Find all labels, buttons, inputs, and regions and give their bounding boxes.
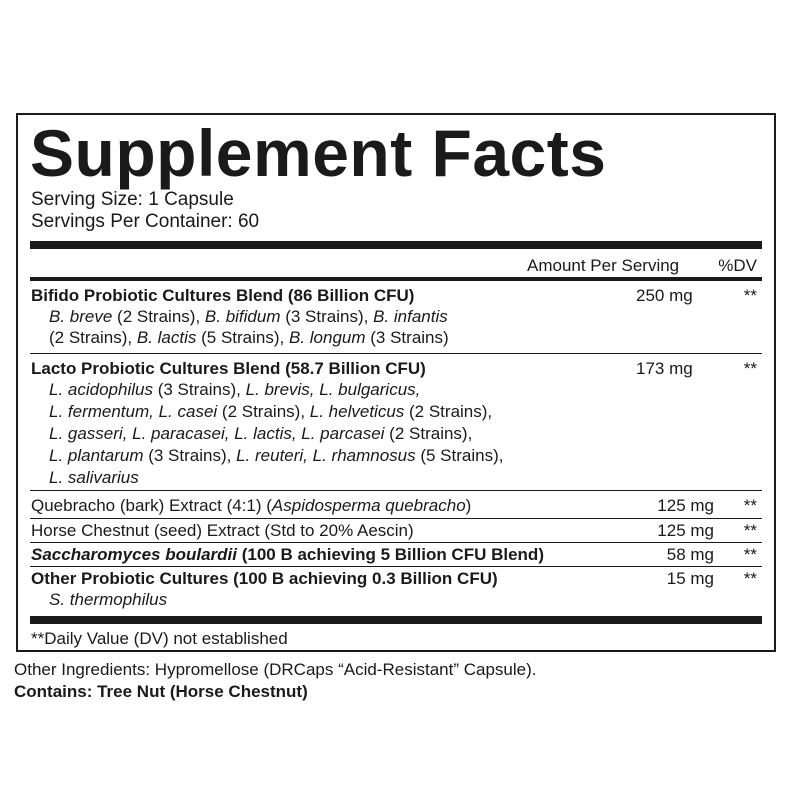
bifido-blend-name: Bifido Probiotic Cultures Blend (86 Billion CFU) (31, 286, 415, 305)
strain-count-text: (3 Strains), (152, 380, 246, 399)
saccharomyces-dv: ** (743, 545, 757, 564)
strain-species-name: L. reuteri, L. rhamnosus (236, 446, 416, 465)
other-cultures-strain: S. thermophilus (49, 590, 168, 609)
strain-species-name: L. salivarius (49, 468, 139, 487)
lacto-blend-name: Lacto Probiotic Cultures Blend (58.7 Billion CFU) (31, 359, 426, 378)
lacto-strains-line-1 (49, 379, 420, 400)
lacto-amount: 173 mg (636, 359, 693, 378)
dv-header: %DV (718, 256, 757, 275)
lacto-strains-line-2 (49, 401, 492, 422)
strain-count-text: (3 Strains) (365, 328, 449, 347)
strain-species-name: L. fermentum, L. casei (49, 402, 218, 421)
quebracho-latin-name: Aspidosperma quebracho (271, 496, 466, 515)
row-divider (30, 518, 762, 519)
row-divider (30, 566, 762, 567)
strain-count-text: (2 Strains), (217, 402, 310, 421)
allergen-contains: Contains: Tree Nut (Horse Chestnut) (14, 682, 308, 701)
strain-species-name: B. infantis (373, 307, 448, 326)
other-cultures-name: Other Probiotic Cultures (100 B achieving 0.3 Billion CFU) (31, 569, 498, 588)
horse-chestnut-extract-name: Horse Chestnut (seed) Extract (Std to 20% Aescin) (31, 521, 414, 540)
strain-count-text: (2 Strains), (384, 424, 473, 443)
quebracho-name-text: Quebracho (bark) Extract (4:1) ( (31, 496, 272, 515)
strain-count-text: (5 Strains), (415, 446, 504, 465)
strain-count-text: (3 Strains), (143, 446, 237, 465)
lacto-strains-line-4 (49, 445, 503, 466)
other-ingredients: Other Ingredients: Hypromellose (DRCaps “Acid-Resistant” Capsule). (14, 660, 537, 679)
other-cultures-amount: 15 mg (666, 569, 714, 588)
thick-divider-bottom (30, 616, 762, 624)
row-divider (30, 490, 762, 491)
strain-count-text: (2 Strains), (49, 328, 137, 347)
strain-species-name: L. plantarum (49, 446, 144, 465)
strain-count-text: (5 Strains), (196, 328, 289, 347)
amount-header: Amount Per Serving (527, 256, 680, 275)
horse-chestnut-amount: 125 mg (657, 521, 714, 540)
serving-size: Serving Size: 1 Capsule (31, 189, 234, 210)
lacto-strains-line-5 (49, 467, 139, 488)
servings-per-container: Servings Per Container: 60 (31, 211, 260, 232)
bifido-amount: 250 mg (636, 286, 693, 305)
saccharomyces-amount: 58 mg (666, 545, 714, 564)
horse-chestnut-dv: ** (743, 521, 757, 540)
strain-species-name: L. brevis, L. bulgaricus, (245, 380, 421, 399)
strain-species-name: L. acidophilus (49, 380, 153, 399)
saccharomyces-name (31, 544, 544, 565)
bifido-strains-line-2 (49, 327, 449, 348)
strain-species-name: B. lactis (136, 328, 197, 347)
bifido-dv: ** (743, 286, 757, 305)
supplement-facts-panel (16, 113, 776, 652)
quebracho-amount: 125 mg (657, 496, 714, 515)
saccharomyces-latin-name: Saccharomyces boulardii (31, 545, 237, 564)
strain-species-name: L. helveticus (309, 402, 405, 421)
strain-count-text: (2 Strains), (404, 402, 493, 421)
strain-count-text: (3 Strains), (280, 307, 374, 326)
quebracho-extract-name (31, 495, 471, 516)
strain-count-text: (2 Strains), (112, 307, 205, 326)
strain-species-name: B. longum (288, 328, 366, 347)
other-cultures-dv: ** (743, 569, 757, 588)
header-divider (30, 277, 762, 281)
strain-species-name: B. bifidum (204, 307, 281, 326)
daily-value-footnote: **Daily Value (DV) not established (31, 629, 288, 648)
strain-species-name: B. breve (49, 307, 113, 326)
lacto-dv: ** (743, 359, 757, 378)
quebracho-dv: ** (743, 496, 757, 515)
strain-species-name: L. gasseri, L. paracasei, L. lactis, L. parcasei (49, 424, 385, 443)
thick-divider-top (30, 241, 762, 249)
panel-title: Supplement Facts (30, 116, 607, 190)
saccharomyces-name-rest: (100 B achieving 5 Billion CFU Blend) (236, 545, 544, 564)
row-divider (30, 542, 762, 543)
lacto-strains-line-3 (49, 423, 472, 444)
bifido-strains-line-1 (49, 306, 448, 327)
row-divider (30, 353, 762, 354)
quebracho-name-close: ) (465, 496, 472, 515)
